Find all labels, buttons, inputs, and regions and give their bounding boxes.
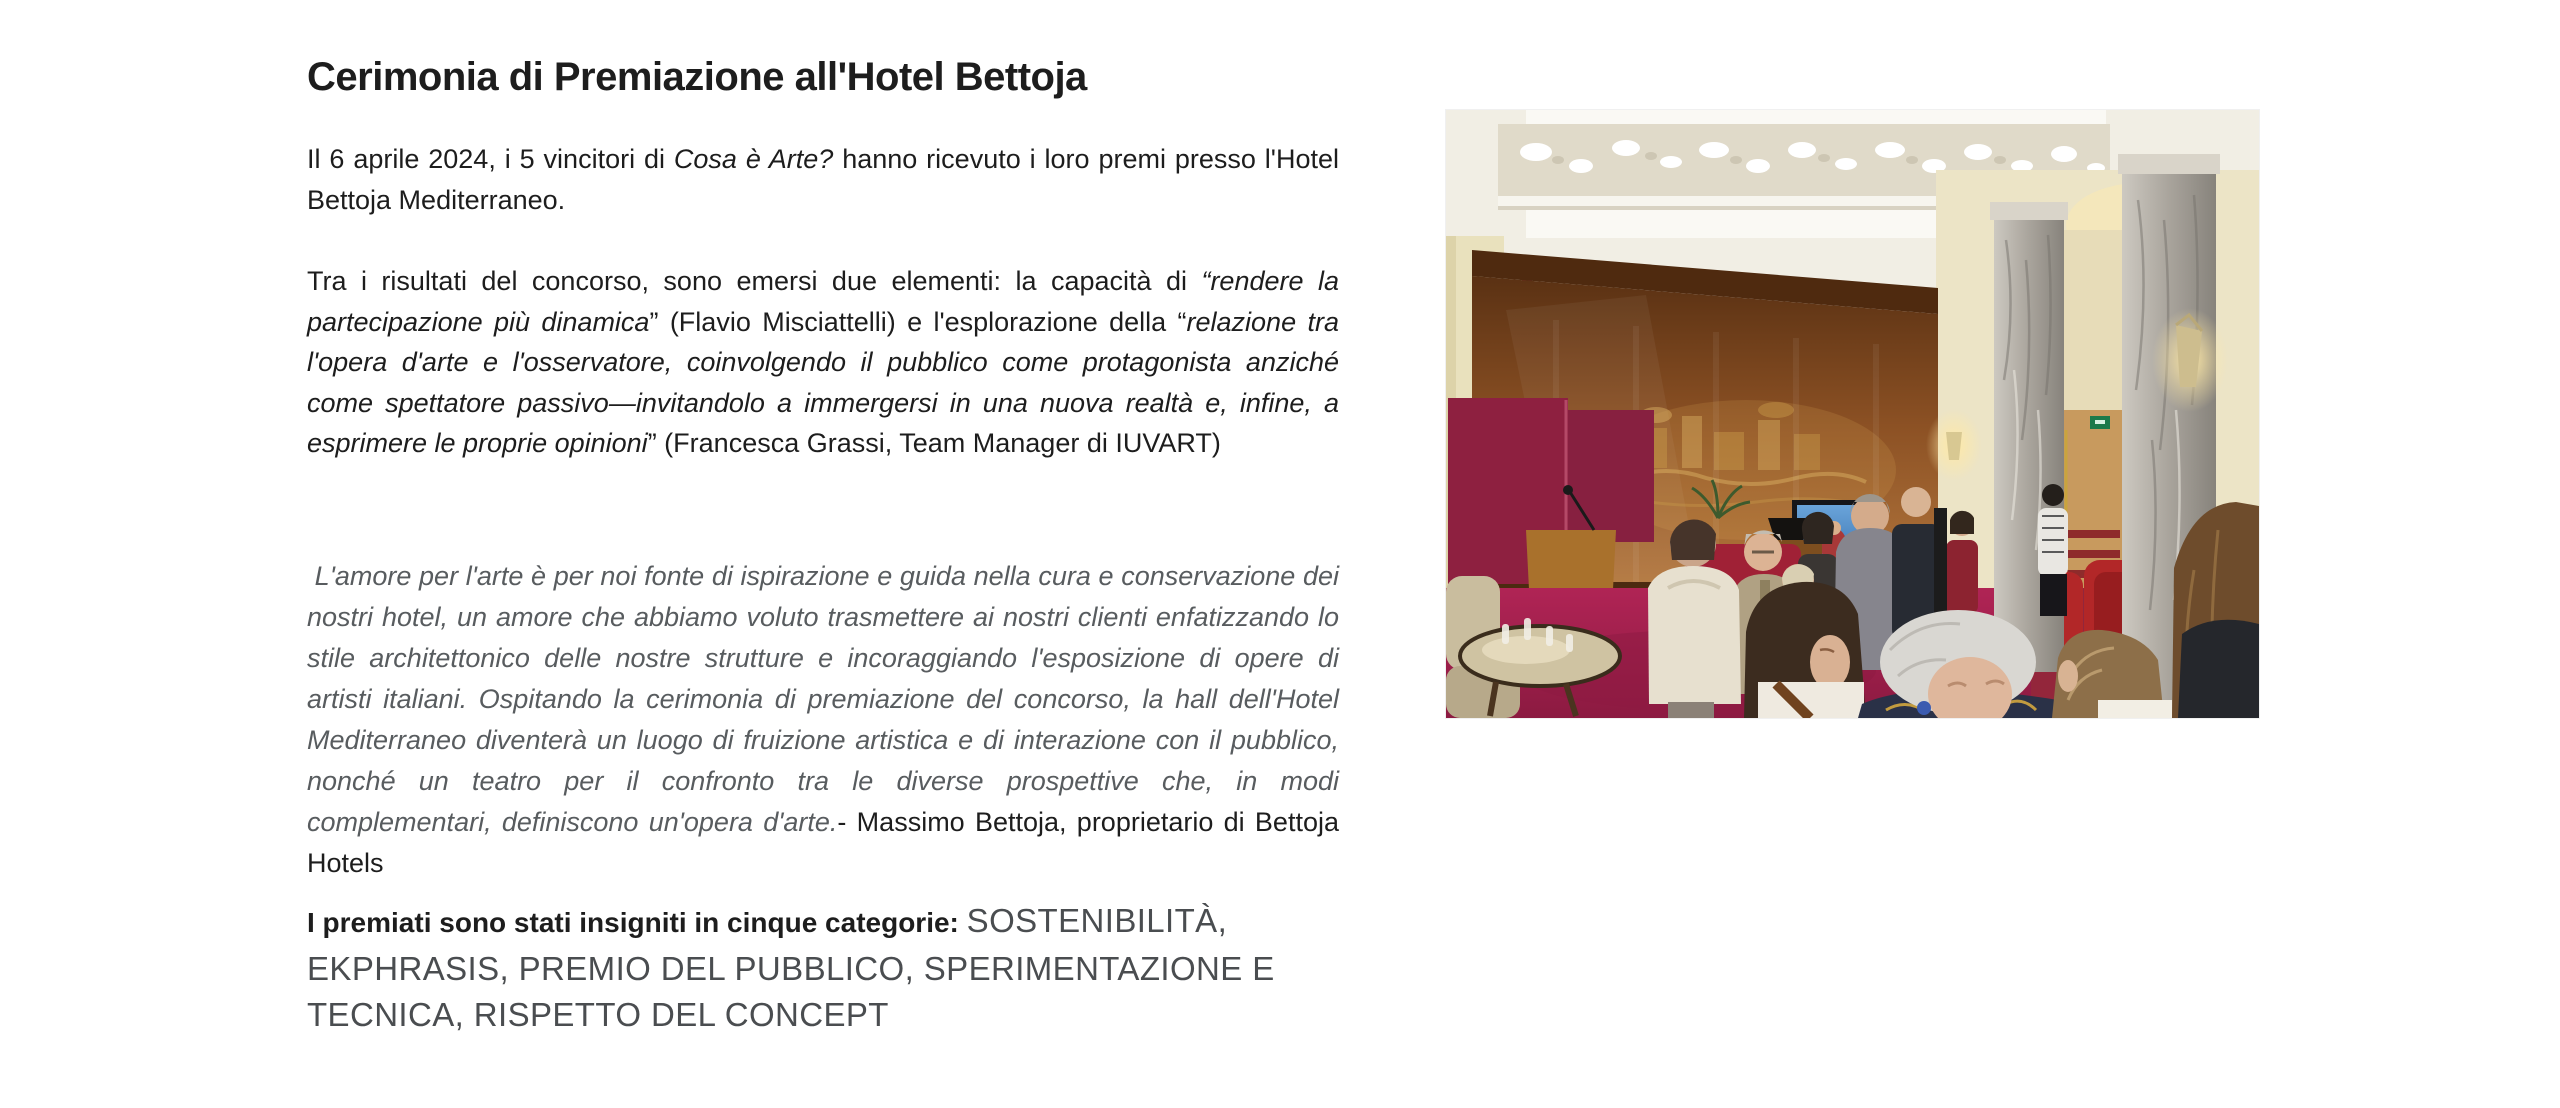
text-run-italic: Cosa è Arte? bbox=[673, 144, 834, 174]
quote-text: L'amore per l'arte è per noi fonte di ispirazione e guida nella cura e conservazione dei nostri hotel, un amore che abbiamo voluto trasmettere ai nostri clienti enfatizzando lo stile architettonico delle nostre strutture e incoraggiando l'esposizione di opere di artisti italiani. Ospitando la cerimonia di premiazione del concorso, la hall dell'Hotel Mediterraneo diventerà un luogo di fruizione artistica e di interazione con il pubblico, nonché un teatro per il confronto tra le diverse prospettive che, in modi complementari, definiscono un'opera d'arte. bbox=[307, 560, 1347, 837]
text-run-italic: relazione tra l'opera d'arte e l'osservatore, coinvolgendo il pubblico come protagonista anziché come spettatore passivo—invitandolo a immergersi in una nuova realtà e, infine, a esprimere le proprie opinioni bbox=[307, 306, 1339, 458]
guest-woman-red-top bbox=[1946, 511, 1978, 614]
text-run: Tra i risultati del concorso, sono emersi due elementi: la capacità di bbox=[307, 266, 1202, 296]
article bbox=[307, 52, 1347, 1038]
wall-sconce-left bbox=[1926, 409, 1982, 481]
intro-paragraph bbox=[307, 139, 1339, 220]
text-run-italic: “rendere la partecipazione più dinamica bbox=[307, 266, 1339, 337]
results-paragraph bbox=[307, 261, 1339, 464]
ceremony-photo bbox=[1446, 110, 2259, 718]
categories-paragraph bbox=[307, 898, 1339, 1038]
page-title: Cerimonia di Premiazione all'Hotel Bettoja bbox=[307, 55, 1087, 99]
text-run: ” (Francesca Grassi, Team Manager di IUVART) bbox=[647, 428, 1221, 458]
ceremony-photo-illustration bbox=[1446, 110, 2259, 718]
text-run: ” (Flavio Misciattelli) e l'esplorazione della “ bbox=[649, 306, 1187, 337]
text-run: hanno ricevuto i loro premi presso l'Hotel Bettoja Mediterraneo. bbox=[307, 144, 1339, 215]
wall-sconce-right bbox=[2152, 308, 2228, 412]
text-run: Il 6 aprile 2024, i 5 vincitori di bbox=[307, 144, 674, 174]
blue-earring bbox=[1917, 701, 1931, 715]
quote-attribution: - Massimo Bettoja, proprietario di Bettoja Hotels bbox=[307, 806, 1339, 878]
guest-white-blouse bbox=[1744, 582, 1866, 718]
categories-lead: I premiati sono stati insigniti in cinque categorie: bbox=[307, 906, 967, 938]
categories-list: SOSTENIBILITÀ, EKPHRASIS, PREMIO DEL PUBBLICO, SPERIMENTAZIONE E TECNICA, RISPETTO DEL CONCEPT bbox=[307, 901, 1275, 1033]
owner-quote bbox=[307, 556, 1347, 884]
